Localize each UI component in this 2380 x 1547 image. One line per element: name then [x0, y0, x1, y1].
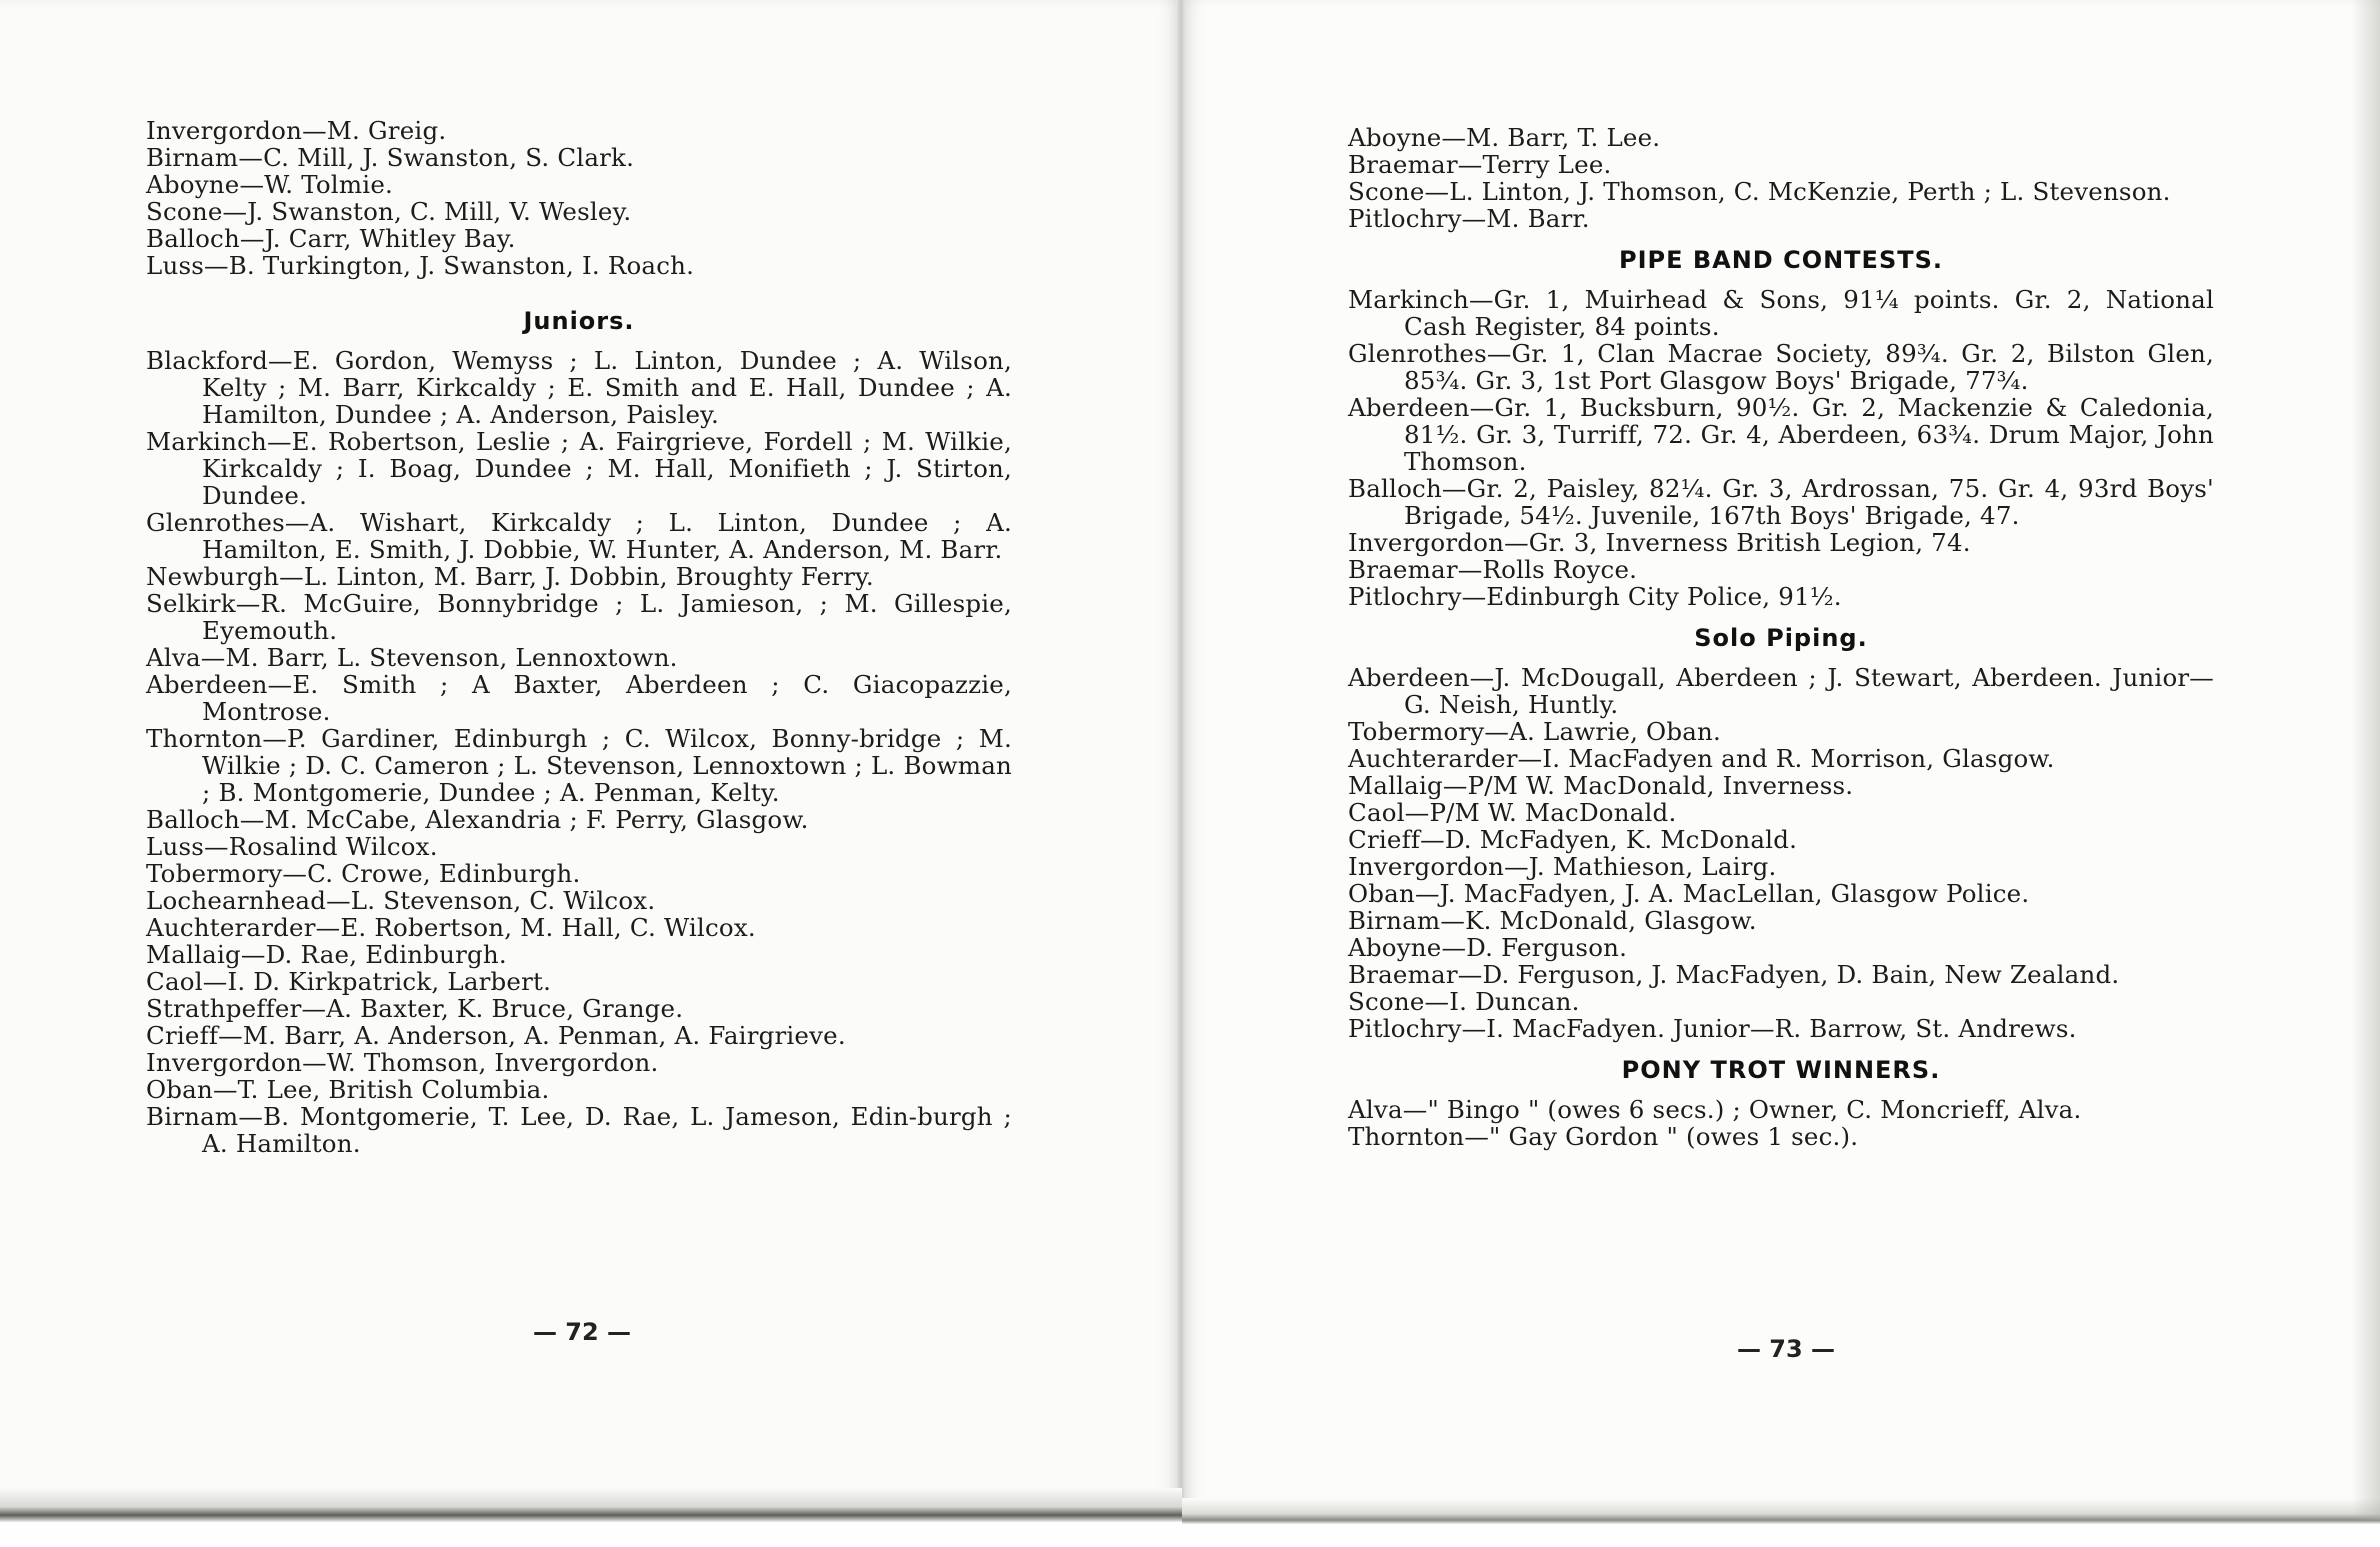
results-entry: Pitlochry—M. Barr. [1348, 204, 1590, 233]
solo-piping-entry: Scone—I. Duncan. [1348, 987, 1580, 1016]
juniors-entry: Markinch—E. Robertson, Leslie ; A. Fairgrieve, Fordell ; M. Wilkie, Kirkcaldy ; I. Boag, Dundee ; M. Hall, Monifieth ; J. Stirton, Dundee. [146, 427, 1012, 510]
juniors-entry: Oban—T. Lee, British Columbia. [146, 1075, 550, 1104]
right-page-column [1348, 124, 2214, 1150]
juniors-entry: Newburgh—L. Linton, M. Barr, J. Dobbin, Broughty Ferry. [146, 562, 874, 591]
solo-piping-entry: Oban—J. MacFadyen, J. A. MacLellan, Glasgow Police. [1348, 879, 2030, 908]
solo-piping-entry: Caol—P/M W. MacDonald. [1348, 798, 1677, 827]
right-page-curl [2352, 0, 2380, 1520]
results-entry: Aboyne—M. Barr, T. Lee. [1348, 123, 1661, 152]
juniors-entry: Strathpeffer—A. Baxter, K. Bruce, Grange. [146, 994, 684, 1023]
solo-piping-entry: Aberdeen—J. McDougall, Aberdeen ; J. Stewart, Aberdeen. Junior—G. Neish, Huntly. [1348, 663, 2214, 719]
results-entry: Invergordon—M. Greig. [146, 116, 447, 145]
solo-piping-entry: Auchterarder—I. MacFadyen and R. Morrison, Glasgow. [1348, 744, 2055, 773]
results-entry: Braemar—Terry Lee. [1348, 150, 1612, 179]
juniors-entry: Tobermory—C. Crowe, Edinburgh. [146, 859, 581, 888]
results-entry: Aboyne—W. Tolmie. [146, 170, 394, 199]
juniors-entry: Selkirk—R. McGuire, Bonnybridge ; L. Jamieson, ; M. Gillespie, Eyemouth. [146, 589, 1012, 645]
pipe-band-entry: Aberdeen—Gr. 1, Bucksburn, 90½. Gr. 2, Mackenzie & Caledonia, 81½. Gr. 3, Turriff, 72. Gr. 4, Aberdeen, 63¾. Drum Major, John Thomson. [1348, 393, 2214, 476]
juniors-entry: Luss—Rosalind Wilcox. [146, 832, 438, 861]
pipe-band-entry: Pitlochry—Edinburgh City Police, 91½. [1348, 582, 1842, 611]
juniors-entry: Blackford—E. Gordon, Wemyss ; L. Linton, Dundee ; A. Wilson, Kelty ; M. Barr, Kirkcaldy ; E. Smith and E. Hall, Dundee ; A. Hamilton, Dundee ; A. Anderson, Paisley. [146, 346, 1012, 429]
solo-piping-heading: Solo Piping. [1694, 624, 1868, 652]
pony-trot-heading: PONY TROT WINNERS. [1621, 1056, 1941, 1084]
juniors-heading: Juniors. [523, 307, 635, 335]
pipe-band-heading: PIPE BAND CONTESTS. [1618, 246, 1943, 274]
right-page-edge [1182, 1498, 2380, 1524]
left-page-column [146, 117, 1012, 1157]
juniors-entry: Birnam—B. Montgomerie, T. Lee, D. Rae, L. Jameson, Edin-burgh ; A. Hamilton. [146, 1102, 1012, 1158]
solo-piping-entry: Invergordon—J. Mathieson, Lairg. [1348, 852, 1777, 881]
solo-piping-entry: Aboyne—D. Ferguson. [1348, 933, 1628, 962]
results-entry: Scone—J. Swanston, C. Mill, V. Wesley. [146, 197, 632, 226]
solo-piping-entry: Braemar—D. Ferguson, J. MacFadyen, D. Bain, New Zealand. [1348, 960, 2120, 989]
juniors-entry: Thornton—P. Gardiner, Edinburgh ; C. Wilcox, Bonny-bridge ; M. Wilkie ; D. C. Cameron ; L. Stevenson, Lennoxtown ; L. Bowman ; B. Montgomerie, Dundee ; A. Penman, Kelty. [146, 724, 1012, 807]
juniors-entry: Caol—I. D. Kirkpatrick, Larbert. [146, 967, 552, 996]
page-number-right: — 73 — [1736, 1335, 1836, 1363]
juniors-entry: Lochearnhead—L. Stevenson, C. Wilcox. [146, 886, 656, 915]
pipe-band-entry: Glenrothes—Gr. 1, Clan Macrae Society, 89¾. Gr. 2, Bilston Glen, 85¾. Gr. 3, 1st Port Glasgow Boys' Brigade, 77¾. [1348, 339, 2214, 395]
pipe-band-entry: Balloch—Gr. 2, Paisley, 82¼. Gr. 3, Ardrossan, 75. Gr. 4, 93rd Boys' Brigade, 54½. Juvenile, 167th Boys' Brigade, 47. [1348, 474, 2214, 530]
solo-piping-entry: Crieff—D. McFadyen, K. McDonald. [1348, 825, 1798, 854]
juniors-entry: Auchterarder—E. Robertson, M. Hall, C. Wilcox. [146, 913, 756, 942]
results-entry: Balloch—J. Carr, Whitley Bay. [146, 224, 516, 253]
solo-piping-entry: Tobermory—A. Lawrie, Oban. [1348, 717, 1721, 746]
juniors-entry: Balloch—M. McCabe, Alexandria ; F. Perry, Glasgow. [146, 805, 809, 834]
results-entry: Birnam—C. Mill, J. Swanston, S. Clark. [146, 143, 635, 172]
results-entry: Luss—B. Turkington, J. Swanston, I. Roach. [146, 251, 695, 280]
juniors-entry: Alva—M. Barr, L. Stevenson, Lennoxtown. [146, 643, 678, 672]
juniors-entry: Aberdeen—E. Smith ; A Baxter, Aberdeen ; C. Giacopazzie, Montrose. [146, 670, 1012, 726]
juniors-entry: Crieff—M. Barr, A. Anderson, A. Penman, A. Fairgrieve. [146, 1021, 846, 1050]
results-entry: Scone—L. Linton, J. Thomson, C. McKenzie, Perth ; L. Stevenson. [1348, 177, 2171, 206]
solo-piping-entry: Pitlochry—I. MacFadyen. Junior—R. Barrow, St. Andrews. [1348, 1014, 2077, 1043]
page-number-left: — 72 — [532, 1318, 632, 1346]
solo-piping-entry: Birnam—K. McDonald, Glasgow. [1348, 906, 1757, 935]
solo-piping-entry: Mallaig—P/M W. MacDonald, Inverness. [1348, 771, 1854, 800]
pony-trot-entry: Thornton—" Gay Gordon " (owes 1 sec.). [1348, 1122, 1859, 1151]
pony-trot-entry: Alva—" Bingo " (owes 6 secs.) ; Owner, C. Moncrieff, Alva. [1348, 1095, 2082, 1124]
pipe-band-entry: Invergordon—Gr. 3, Inverness British Legion, 74. [1348, 528, 1971, 557]
juniors-entry: Glenrothes—A. Wishart, Kirkcaldy ; L. Linton, Dundee ; A. Hamilton, E. Smith, J. Dobbie, W. Hunter, A. Anderson, M. Barr. [146, 508, 1012, 564]
pipe-band-entry: Markinch—Gr. 1, Muirhead & Sons, 91¼ points. Gr. 2, National Cash Register, 84 points. [1348, 285, 2214, 341]
book-gutter [1176, 0, 1186, 1520]
juniors-entry: Invergordon—W. Thomson, Invergordon. [146, 1048, 659, 1077]
left-page-edge [0, 1488, 1182, 1522]
pipe-band-entry: Braemar—Rolls Royce. [1348, 555, 1638, 584]
juniors-entry: Mallaig—D. Rae, Edinburgh. [146, 940, 507, 969]
